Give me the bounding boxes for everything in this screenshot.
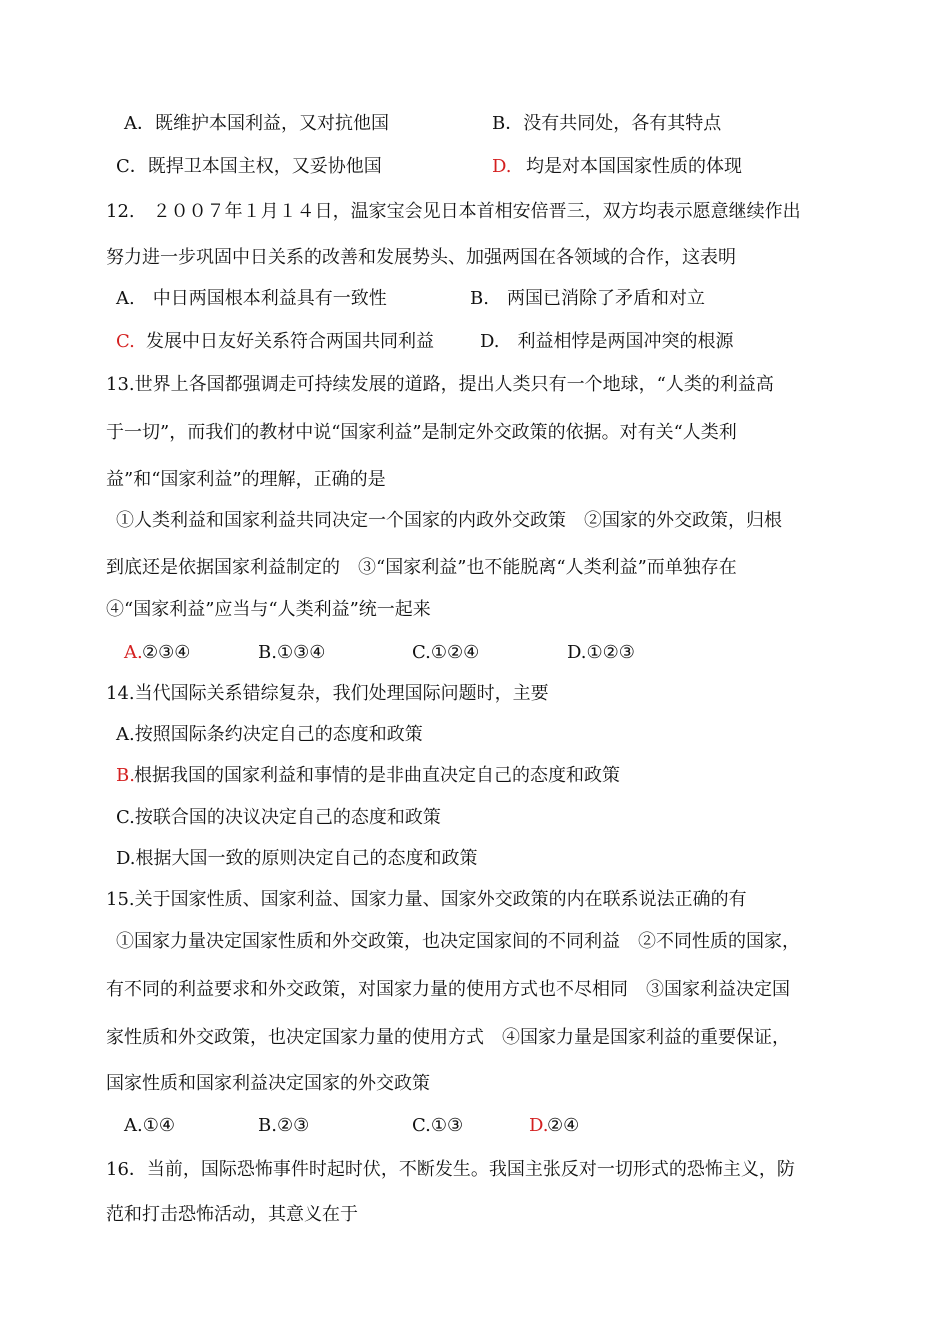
q15-option-d-letter: D. [529, 1115, 549, 1136]
q11-option-d-letter: D. [492, 156, 512, 177]
q11-option-c: C．既捍卫本国主权，又妥协他国 [116, 156, 382, 177]
q13-option-d: D.①②③ [567, 642, 635, 663]
q12-option-a: A. 中日两国根本利益具有一致性 [116, 288, 387, 309]
q15-option-b: B.②③ [258, 1115, 310, 1136]
q15-option-c: C.①③ [412, 1115, 464, 1136]
q12-option-b: B. 两国已消除了矛盾和对立 [470, 288, 705, 309]
q15-option-a: A.①④ [124, 1115, 175, 1136]
q15-option-d-text: ②④ [547, 1115, 580, 1136]
q12-option-c-text: 发展中日友好关系符合两国共同利益 [146, 331, 434, 352]
q13-option-a-text: ②③④ [142, 642, 191, 663]
q13-option-b: B.①③④ [258, 642, 326, 663]
q12-option-d: D. 利益相悖是两国冲突的根源 [480, 331, 734, 352]
q11-option-a: A．既维护本国利益，又对抗他国 [124, 113, 389, 134]
q13-option-c: C.①②④ [412, 642, 480, 663]
q11-option-d-text: 均是对本国国家性质的体现 [526, 156, 742, 177]
q13-option-a-letter: A. [124, 642, 143, 663]
q12-option-c-letter: C. [116, 331, 135, 352]
q14-option-b-letter: B. [116, 765, 135, 786]
q14-option-b-text: 根据我国的国家利益和事情的是非曲直决定自己的态度和政策 [134, 765, 620, 786]
q11-option-b: B．没有共同处，各有其特点 [492, 113, 722, 134]
